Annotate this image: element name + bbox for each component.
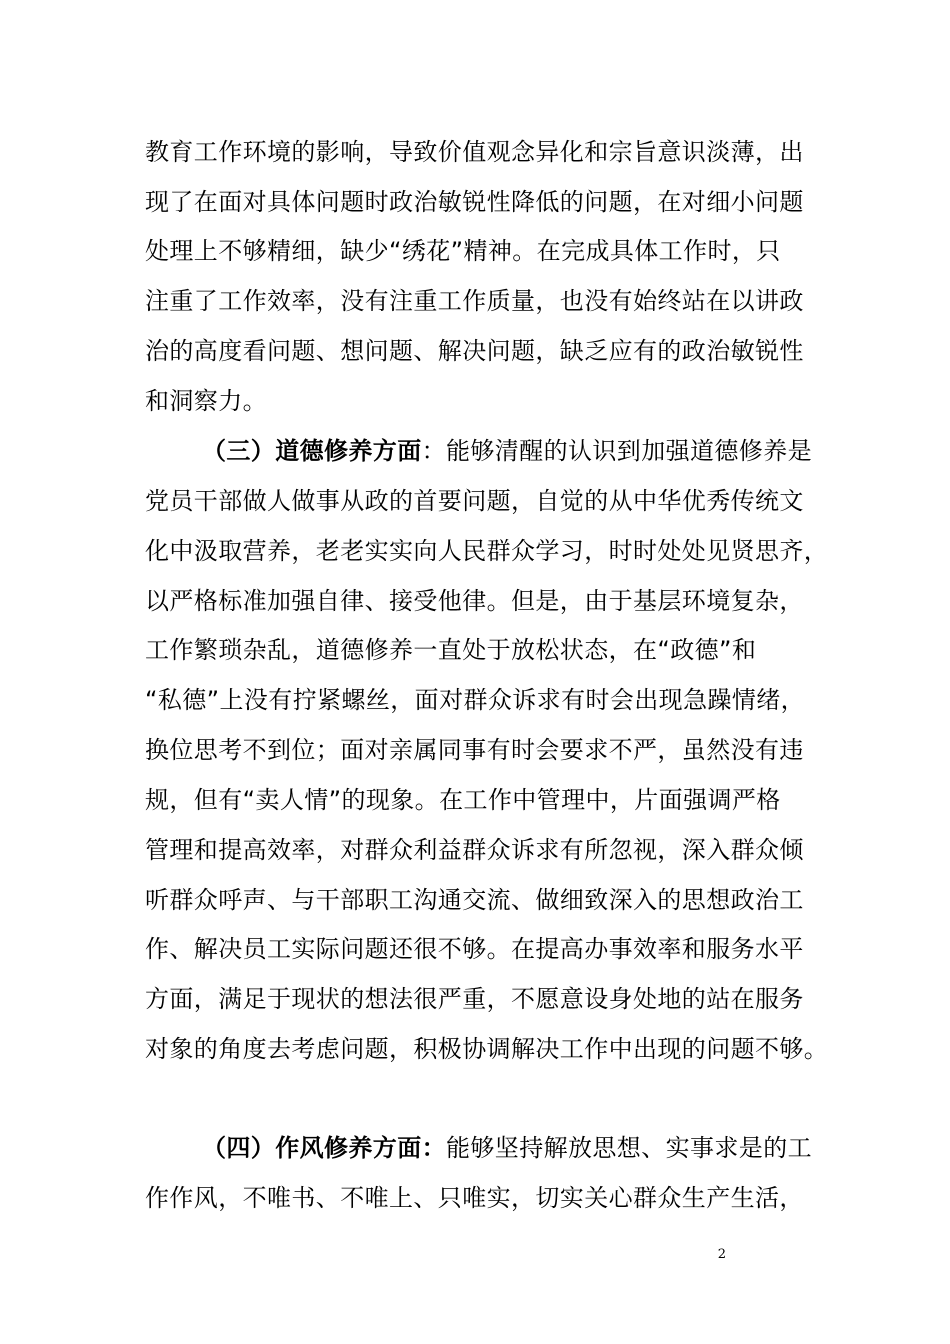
paragraph-line: 作、解决员工实际问题还很不够。在提高办事效率和服务水平: [145, 935, 804, 963]
section-4-first-line-text: 能够坚持解放思想、实事求是的工: [446, 1134, 812, 1162]
paragraph-line: 对象的角度去考虑问题，积极协调解决工作中出现的问题不够。: [145, 1035, 829, 1063]
paragraph-line: 换位思考不到位；面对亲属同事有时会要求不严，虽然没有违: [145, 736, 804, 764]
paragraph-line: 和洞察力。: [145, 387, 267, 415]
page-number: 2: [717, 1247, 726, 1262]
paragraph-line: 管理和提高效率，对群众利益群众诉求有所忽视，深入群众倾: [145, 836, 804, 864]
paragraph-line: 化中汲取营养，老老实实向人民群众学习，时时处处见贤思齐，: [145, 537, 829, 565]
paragraph-line: 教育工作环境的影响，导致价值观念异化和宗旨意识淡薄，出: [145, 138, 804, 166]
section-3-first-line-text: ：能够清醒的认识到加强道德修养是: [421, 437, 813, 465]
paragraph-line: 方面，满足于现状的想法很严重，不愿意设身处地的站在服务: [145, 985, 804, 1013]
paragraph-line: 规，但有“卖人情”的现象。在工作中管理中，片面强调严格: [145, 786, 781, 814]
section-4-heading: （四）作风修养方面：: [202, 1134, 446, 1162]
paragraph-line: 现了在面对具体问题时政治敏锐性降低的问题，在对细小问题: [145, 188, 804, 216]
paragraph-line: 作作风，不唯书、不唯上、只唯实，切实关心群众生产生活，: [145, 1184, 804, 1212]
section-4-first-line: [202, 1133, 812, 1163]
paragraph-line: 以严格标准加强自律、接受他律。但是，由于基层环境复杂，: [145, 587, 804, 615]
paragraph-line: 注重了工作效率，没有注重工作质量，也没有始终站在以讲政: [145, 287, 804, 315]
section-3-first-line: [202, 436, 812, 466]
paragraph-line: 处理上不够精细，缺少“绣花”精神。在完成具体工作时，只: [145, 237, 781, 265]
paragraph-line: 治的高度看问题、想问题、解决问题，缺乏应有的政治敏锐性: [145, 337, 804, 365]
paragraph-line: 党员干部做人做事从政的首要问题，自觉的从中华优秀传统文: [145, 487, 804, 515]
paragraph-line: 听群众呼声、与干部职工沟通交流、做细致深入的思想政治工: [145, 886, 804, 914]
paragraph-line: “私德”上没有拧紧螺丝，面对群众诉求有时会出现急躁情绪，: [145, 686, 806, 714]
section-3-heading: （三）道德修养方面: [202, 437, 422, 465]
paragraph-line: 工作繁琐杂乱，道德修养一直处于放松状态，在“政德”和: [145, 636, 757, 664]
